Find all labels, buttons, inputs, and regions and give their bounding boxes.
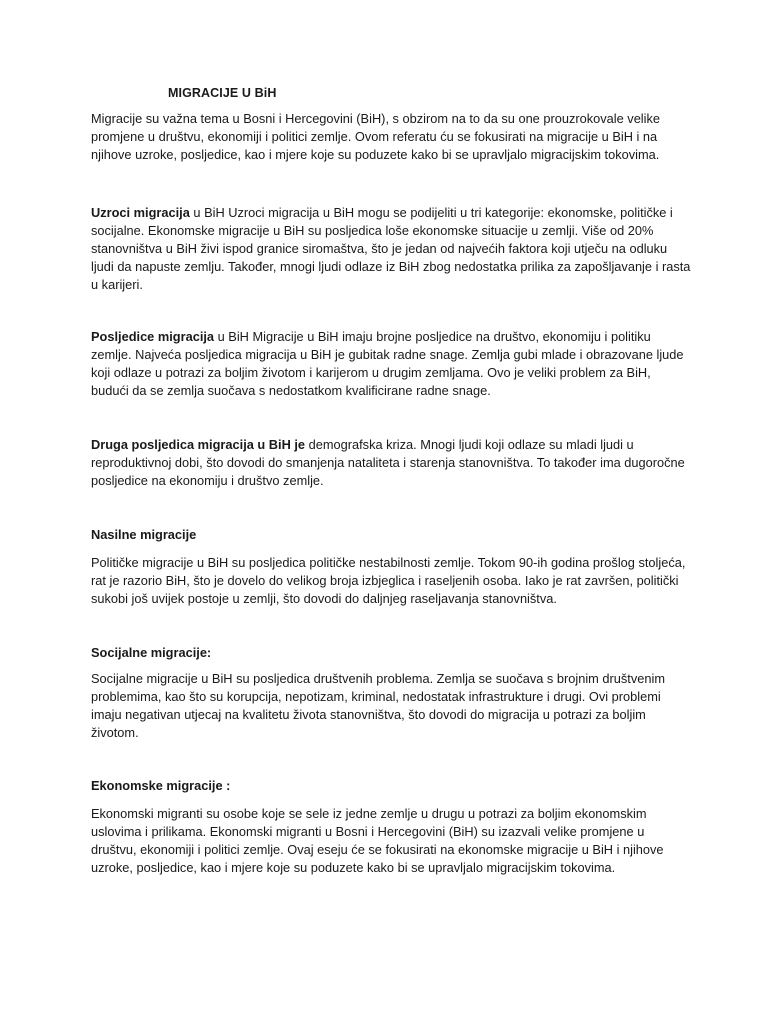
second-consequence-lead: Druga posljedica migracija u BiH je [91,437,306,452]
social-migrations-paragraph: Socijalne migracije u BiH su posljedica društvenih problema. Zemlja se suočava s brojnim društvenim problemima, kao što su korupcija, nepotizam, kriminal, nedostatak infrastrukture i drugi. Ovi problemi imaju negativan utjecaj na kvalitetu života stanovništva, što dovodi do migracija u potrazi za boljim životom. [91,671,665,740]
intro-paragraph: Migracije su važna tema u Bosni i Hercegovini (BiH), s obzirom na to da su one prouzrokovale velike promjene u društvu, ekonomiji i politici zemlje. Ovom referatu ću se fokusirati na migracije u BiH i na njihove uzroke, posljedice, kao i mjere koje su poduzete kako bi se upravljalo migracijskim tokovima. [91,111,661,162]
causes-text: u BiH Uzroci migracija u BiH mogu se podijeliti u tri kategorije: ekonomske, političke i socijalne. Ekonomske migracije u BiH su posljedica loše ekonomske situacije u zemlji. Više od 20% stanovništva u BiH živi ispod granice siromaštva, što je jedan od najvećih faktora koji utječu na odluku ljudi da napuste zemlju. Također, mnogi ljudi odlaze iz BiH zbog nedostatka prilika za zapošljavanje i rasta u karijeri. [91,205,691,292]
consequences-text: u BiH Migracije u BiH imaju brojne posljedice na društvo, ekonomiju i politiku zemlje. Najveća posljedica migracija u BiH je gubitak radne snage. Zemlja gubi mlade i obrazovane ljude koji odlaze u potrazi za boljim životom i karijerom u drugim zemljama. Ovo je veliki problem za BiH, budući da se zemlja suočava s nedostatkom kvalificirane radne snage. [91,329,684,398]
second-consequence-text: demografska kriza. Mnogi ljudi koji odlaze su mladi ljudi u reproduktivnoj dobi, što dovodi do smanjenja nataliteta i starenja stanovništva. To također ima dugoročne posljedice na ekonomiju i društvo zemlje. [91,437,685,488]
economic-migrations-paragraph: Ekonomski migranti su osobe koje se sele iz jedne zemlje u drugu u potrazi za boljim ekonomskim uslovima i prilikama. Ekonomski migranti u Bosni i Hercegovini (BiH) su izazvali velike promjene u društvu, ekonomiji i politici zemlje. Ovaj eseju će se fokusirati na ekonomske migracije u BiH i njihove uzroke, posljedice, kao i mjere koje su poduzete kako bi se upravljalo migracijskim tokovima. [91,806,664,875]
economic-migrations-heading: Ekonomske migracije : [91,778,231,793]
second-consequence-paragraph [91,436,691,490]
forced-migrations-paragraph: Političke migracije u BiH su posljedica političke nestabilnosti zemlje. Tokom 90-ih godina prošlog stoljeća, rat je razorio BiH, što je dovelo do velikog broja izbjeglica i raseljenih osoba. Iako je rat završen, politički sukobi još uvijek postoje u zemlji, što dovodi do daljnjeg raseljavanja stanovništva. [91,555,686,606]
consequences-paragraph [91,328,691,400]
consequences-lead: Posljedice migracija [91,329,215,344]
causes-paragraph [91,204,691,294]
forced-migrations-heading: Nasilne migracije [91,527,197,542]
document-title: MIGRACIJE U BiH [168,86,277,100]
causes-lead: Uzroci migracija [91,205,190,220]
social-migrations-heading: Socijalne migracije: [91,645,212,660]
